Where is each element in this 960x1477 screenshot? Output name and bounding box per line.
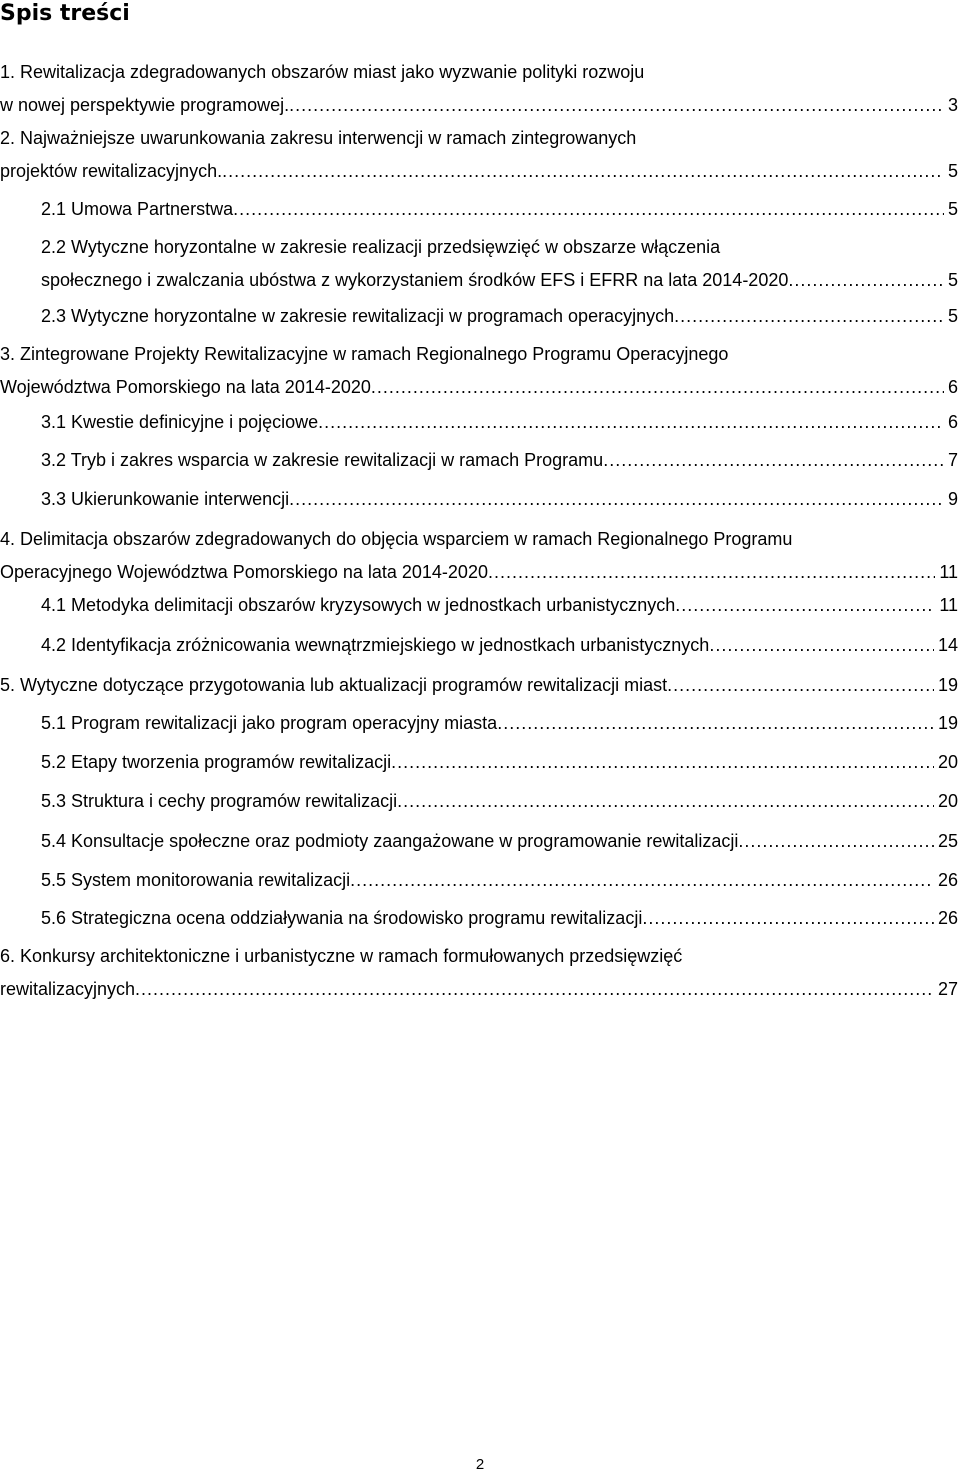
toc-entry-text: 5.3 Struktura i cechy programów rewitalizacji [41, 791, 398, 811]
toc-dot-leader [642, 902, 934, 935]
toc-entry-line [41, 264, 960, 297]
page-title: Spis treści [0, 1, 130, 26]
toc-page-number: 11 [939, 595, 958, 615]
toc-entry-text: rewitalizacyjnych [0, 979, 136, 999]
toc-entry[interactable] [41, 444, 960, 477]
toc-entry-line [41, 629, 960, 662]
toc-entry-line [41, 589, 960, 622]
toc-dot-leader [350, 864, 934, 897]
toc-entry-text: 3.3 Ukierunkowanie interwencji [41, 489, 290, 509]
toc-dot-leader [391, 746, 934, 779]
toc-entry-text: 5.5 System monitorowania rewitalizacji [41, 870, 351, 890]
toc-page-number: 6 [947, 412, 958, 432]
toc-entry-line [41, 231, 960, 264]
toc-entry-line [0, 155, 960, 188]
toc-entry-line [41, 864, 960, 897]
toc-entry[interactable] [41, 707, 960, 740]
toc-entry[interactable] [0, 940, 960, 1006]
toc-dot-leader [371, 371, 944, 404]
toc-page-number: 19 [937, 713, 958, 733]
toc-entry-text: 2. Najważniejsze uwarunkowania zakresu interwencji w ramach zintegrowanych [0, 128, 637, 148]
toc-entry-line [0, 89, 960, 122]
toc-page-number: 14 [937, 635, 958, 655]
toc-page-number: 5 [947, 199, 958, 219]
toc-dot-leader [289, 483, 944, 516]
toc-entry-text: 6. Konkursy architektoniczne i urbanistyczne w ramach formułowanych przedsięwzięć [0, 946, 683, 966]
toc-page-number: 6 [947, 377, 958, 397]
toc-entry[interactable] [0, 669, 960, 702]
toc-entry-text: 1. Rewitalizacja zdegradowanych obszarów miast jako wyzwanie polityki rozwoju [0, 62, 645, 82]
toc-page-number: 26 [937, 870, 958, 890]
toc-dot-leader [709, 629, 934, 662]
toc-entry[interactable] [41, 231, 960, 297]
toc-entry[interactable] [41, 406, 960, 439]
toc-entry-text: 2.2 Wytyczne horyzontalne w zakresie realizacji przedsięwzięć w obszarze włączenia [41, 237, 721, 257]
toc-page-number: 3 [947, 95, 958, 115]
toc-entry-line [41, 444, 960, 477]
toc-dot-leader [488, 556, 935, 589]
toc-dot-leader [497, 707, 934, 740]
toc-entry-text: 2.1 Umowa Partnerstwa [41, 199, 234, 219]
toc-entry[interactable] [41, 902, 960, 935]
toc-entry-text: 3.1 Kwestie definicyjne i pojęciowe [41, 412, 319, 432]
toc-dot-leader [289, 89, 944, 122]
toc-dot-leader [788, 264, 944, 297]
toc-entry-line [0, 669, 960, 702]
toc-page-number: 5 [947, 306, 958, 326]
toc-entry[interactable] [41, 483, 960, 516]
toc-entry-line [0, 973, 960, 1006]
toc-entry-text: 4.2 Identyfikacja zróżnicowania wewnątrzmiejskiego w jednostkach urbanistycznych [41, 635, 710, 655]
toc-entry-text: 5.4 Konsultacje społeczne oraz podmioty zaangażowane w programowanie rewitalizacji [41, 831, 739, 851]
toc-entry[interactable] [41, 193, 960, 226]
toc-entry-line [41, 300, 960, 333]
toc-entry[interactable] [0, 338, 960, 404]
toc-dot-leader [738, 825, 934, 858]
toc-entry-text: Województwa Pomorskiego na lata 2014-2020 [0, 377, 371, 397]
toc-entry-text: w nowej perspektywie programowej. [0, 95, 290, 115]
toc-entry-text: 5.2 Etapy tworzenia programów rewitalizacji [41, 752, 392, 772]
toc-entry-text: 3.2 Tryb i zakres wsparcia w zakresie rewitalizacji w ramach Programu [41, 450, 604, 470]
page-number: 2 [475, 1456, 485, 1473]
toc-dot-leader [674, 300, 944, 333]
toc-dot-leader [318, 406, 944, 439]
toc-entry-line [41, 746, 960, 779]
toc-page-number: 9 [947, 489, 958, 509]
toc-page-number: 26 [937, 908, 958, 928]
toc-entry[interactable] [0, 56, 960, 122]
toc-page-number: 19 [937, 675, 958, 695]
toc-entry-text: 4. Delimitacja obszarów zdegradowanych do objęcia wsparciem w ramach Regionalnego Programu [0, 529, 793, 549]
toc-entry-line [0, 940, 960, 973]
toc-entry[interactable] [41, 746, 960, 779]
toc-entry-line [0, 371, 960, 404]
toc-entry-text: 5.6 Strategiczna ocena oddziaływania na środowisko programu rewitalizacji [41, 908, 643, 928]
toc-entry-text: 5. Wytyczne dotyczące przygotowania lub aktualizacji programów rewitalizacji miast [0, 675, 668, 695]
toc-entry[interactable] [41, 785, 960, 818]
toc-entry[interactable] [41, 825, 960, 858]
toc-entry-text: społecznego i zwalczania ubóstwa z wykorzystaniem środków EFS i EFRR na lata 2014-2020 [41, 270, 789, 290]
toc-page-number: 5 [947, 270, 958, 290]
toc-entry[interactable] [41, 589, 960, 622]
toc-entry-line [41, 483, 960, 516]
toc-entry-line [41, 902, 960, 935]
toc-entry-text: 2.3 Wytyczne horyzontalne w zakresie rewitalizacji w programach operacyjnych [41, 306, 675, 326]
toc-entry[interactable] [41, 629, 960, 662]
toc-entry-line [0, 556, 960, 589]
toc-entry[interactable] [0, 523, 960, 589]
toc-entry-line [0, 56, 960, 89]
toc-dot-leader [397, 785, 934, 818]
toc-entry-text: Operacyjnego Województwa Pomorskiego na lata 2014-2020 [0, 562, 488, 582]
toc-dot-leader [233, 193, 944, 226]
toc-entry-text: projektów rewitalizacyjnych. [0, 161, 223, 181]
toc-page-number: 25 [937, 831, 958, 851]
toc-entry-line [0, 122, 960, 155]
toc-entry-text: 5.1 Program rewitalizacji jako program operacyjny miasta [41, 713, 498, 733]
toc-entry-line [41, 825, 960, 858]
toc-dot-leader [675, 589, 935, 622]
toc-dot-leader [135, 973, 934, 1006]
toc-entry[interactable] [0, 122, 960, 188]
toc-entry-line [0, 523, 960, 556]
toc-entry-line [41, 193, 960, 226]
toc-entry-text: 4.1 Metodyka delimitacji obszarów kryzysowych w jednostkach urbanistycznych [41, 595, 676, 615]
toc-page-number: 20 [937, 752, 958, 772]
toc-dot-leader [222, 155, 944, 188]
toc-entry-line [0, 338, 960, 371]
toc-entry-line [41, 406, 960, 439]
toc-entry-text: 3. Zintegrowane Projekty Rewitalizacyjne w ramach Regionalnego Programu Operacyjnego [0, 344, 729, 364]
toc-page-number: 5 [947, 161, 958, 181]
toc-entry-line [41, 707, 960, 740]
toc-dot-leader [603, 444, 944, 477]
toc-entry[interactable] [41, 300, 960, 333]
toc-entry[interactable] [41, 864, 960, 897]
toc-page-number: 27 [937, 979, 958, 999]
toc-entry-line [41, 785, 960, 818]
toc-dot-leader [667, 669, 934, 702]
toc-page-number: 7 [947, 450, 958, 470]
toc-page-number: 11 [939, 562, 958, 582]
toc-page-number: 20 [937, 791, 958, 811]
